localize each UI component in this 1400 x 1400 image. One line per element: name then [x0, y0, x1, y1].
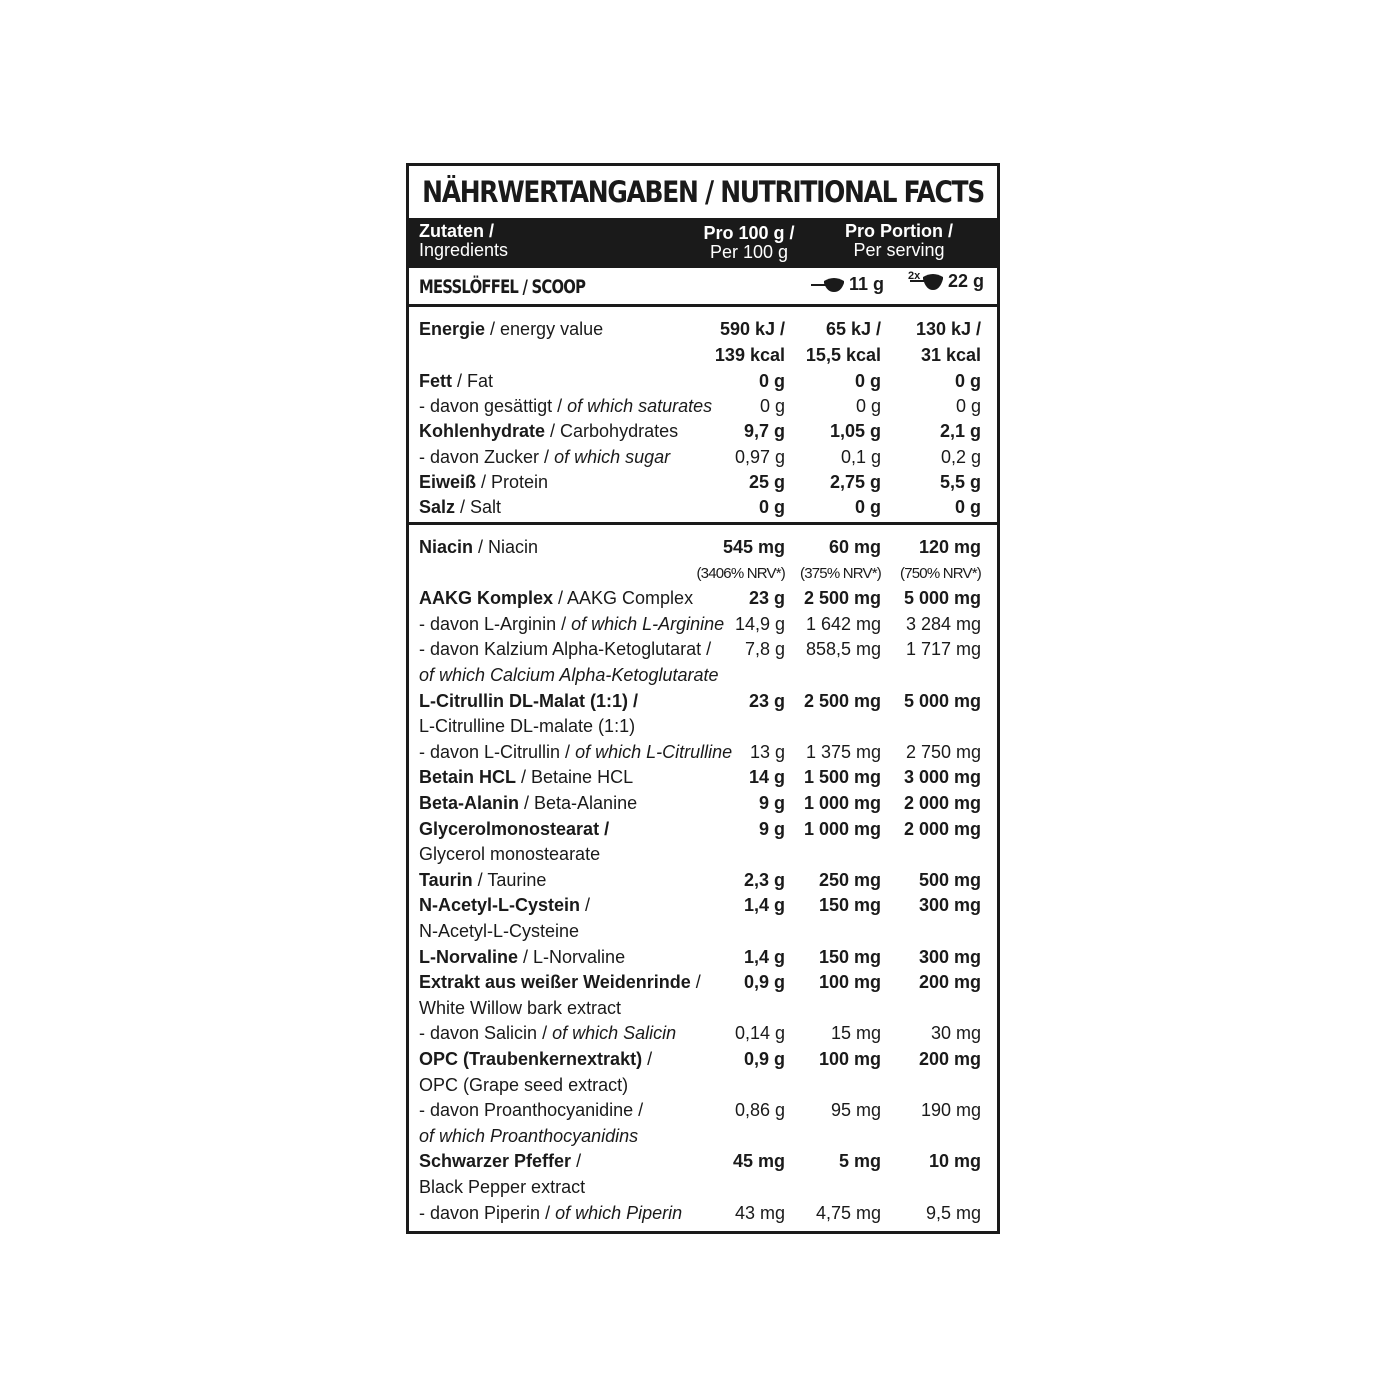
active-6-name-text: / Beta-Alanine [519, 793, 638, 813]
active-14-line2 [409, 1124, 997, 1149]
active-16-name-text: - davon Piperin / [419, 1202, 556, 1223]
active-14-row [409, 1098, 997, 1123]
active-14-value-3: 190 mg [920, 1100, 981, 1121]
active-16-name [419, 1201, 682, 1226]
niacin-name-text: / Niacin [473, 537, 539, 557]
energy-name-text: / energy value [485, 319, 604, 339]
active-13-value-2: 100 mg [818, 1049, 881, 1069]
macro-0-row [409, 369, 997, 394]
macro-1-name-text: - davon gesättigt / [419, 396, 568, 417]
active-3-name-line2: L-Citrulline DL-malate (1:1) [419, 716, 636, 737]
active-7-line2 [409, 842, 997, 867]
active-4-value-3: 2 750 mg [905, 741, 981, 762]
header-per-100g-de: Pro 100 g / [703, 223, 795, 243]
active-10-name-text: / L-Norvaline [518, 946, 626, 967]
active-10-value-3: 300 mg [918, 946, 981, 967]
active-11-name [419, 970, 701, 995]
active-9-row [409, 893, 997, 918]
active-11-row [409, 970, 997, 995]
active-13-value-1: 0,9 g [743, 1049, 785, 1069]
active-7-name-line2: Glycerol monostearate [419, 844, 601, 865]
active-16-name-italic: of which Piperin [555, 1202, 683, 1223]
scoop-double-prefix: 2x [908, 270, 921, 282]
active-11-name-bold: Extrakt aus weißer Weidenrinde [419, 972, 691, 993]
active-6-name [419, 791, 637, 816]
active-7-value-3: 2 000 mg [903, 818, 981, 839]
active-3-row [409, 689, 997, 714]
active-6-row [409, 791, 997, 816]
scoop-single-value: 11 g [849, 274, 885, 294]
active-13-name-bold: OPC (Traubenkernextrakt) [419, 1049, 643, 1069]
active-9-value-2: 150 mg [818, 895, 881, 916]
active-4-value-2: 1 375 mg [805, 741, 881, 762]
active-15-name-text: / [571, 1151, 582, 1172]
macro-3-name-text: - davon Zucker / [419, 446, 555, 467]
active-11-line2 [409, 996, 997, 1021]
macro-0-name-bold: Fett [419, 371, 452, 391]
active-14-name-text: - davon Proanthocyanidine / [419, 1100, 644, 1121]
active-11-value-1: 0,9 g [743, 972, 785, 993]
active-10-row [409, 945, 997, 970]
active-2-value-2: 858,5 mg [805, 639, 881, 660]
active-13-line2 [409, 1073, 997, 1098]
macro-5-value-1: 0 g [758, 497, 785, 517]
active-7-value-2: 1 000 mg [803, 818, 881, 839]
active-5-name-text: / Betaine HCL [516, 767, 634, 788]
macro-0-name [419, 369, 493, 394]
macro-5-value-3: 0 g [954, 497, 981, 517]
active-2-name-line2: of which Calcium Alpha-Ketoglutarate [419, 665, 719, 685]
active-14-value-1: 0,86 g [734, 1100, 785, 1121]
energy-name [419, 317, 603, 342]
scoop-double-value: 22 g [948, 270, 985, 291]
active-1-name-italic: of which L-Arginine [571, 613, 725, 634]
macro-2-name-text: / Carbohydrates [545, 421, 679, 442]
active-7-name-bold: Glycerolmonostearat / [419, 818, 610, 839]
macro-5-row [409, 495, 997, 520]
energy-kcal-value-3: 31 kcal [920, 345, 981, 365]
active-13-value-3: 200 mg [918, 1049, 981, 1069]
active-1-value-3: 3 284 mg [905, 613, 981, 634]
active-0-value-1: 23 g [748, 588, 785, 609]
niacin-name [419, 535, 538, 560]
energy-kcal-row [409, 343, 997, 368]
active-5-value-3: 3 000 mg [903, 767, 981, 788]
macro-1-row [409, 394, 997, 419]
active-5-value-1: 14 g [748, 767, 785, 788]
nutrition-label [406, 163, 1000, 1234]
energy-kcal-value-1: 139 kcal [714, 345, 785, 365]
macro-3-name-italic: of which sugar [554, 446, 671, 467]
macro-2-name-bold: Kohlenhydrate [419, 421, 546, 442]
macro-1-value-2: 0 g [855, 396, 881, 417]
active-0-name-bold: AAKG Komplex [419, 588, 554, 609]
active-16-value-3: 9,5 mg [925, 1202, 981, 1223]
active-5-row [409, 765, 997, 790]
macro-1-name-italic: of which saturates [567, 396, 713, 417]
macro-2-name [419, 419, 678, 444]
active-1-value-1: 14,9 g [734, 613, 785, 634]
niacin-value-2: 60 mg [828, 537, 881, 557]
active-3-value-3: 5 000 mg [903, 690, 981, 711]
active-10-value-1: 1,4 g [743, 946, 785, 967]
active-8-value-2: 250 mg [818, 869, 881, 890]
macro-0-value-2: 0 g [854, 371, 881, 391]
active-4-row [409, 740, 997, 765]
header-per-serving-de: Pro Portion / [845, 221, 953, 241]
active-4-name-italic: of which L-Citrulline [575, 741, 733, 762]
active-1-name [419, 612, 724, 637]
table-header [409, 218, 997, 268]
active-11-name-line2: White Willow bark extract [419, 997, 622, 1018]
active-11-name-text: / [690, 972, 701, 993]
energy-value-1: 590 kJ / [719, 319, 785, 339]
active-1-name-text: - davon L-Arginin / [419, 613, 572, 634]
active-8-name-bold: Taurin [419, 869, 473, 890]
active-11-value-2: 100 mg [818, 972, 881, 993]
macro-3-row [409, 445, 997, 470]
active-9-line2 [409, 919, 997, 944]
active-3-line2 [409, 714, 997, 739]
macro-4-name-text: / Protein [476, 471, 549, 492]
energy-name-bold: Energie [419, 319, 486, 339]
niacin-nrv-row [409, 561, 997, 586]
active-0-value-2: 2 500 mg [803, 588, 881, 609]
active-3-value-2: 2 500 mg [803, 690, 881, 711]
scoop-double [908, 270, 984, 292]
active-9-name-line2: N-Acetyl-L-Cysteine [419, 921, 580, 941]
niacin-value-3: 120 mg [918, 537, 981, 557]
label-title: NÄHRWERTANGABEN / NUTRITIONAL FACTS [422, 175, 984, 209]
macro-2-value-3: 2,1 g [939, 421, 981, 442]
active-1-row [409, 612, 997, 637]
active-13-row [409, 1047, 997, 1072]
active-12-name-text: - davon Salicin / [419, 1023, 553, 1044]
macro-4-row [409, 470, 997, 495]
active-2-value-3: 1 717 mg [905, 639, 981, 660]
macro-2-value-1: 9,7 g [743, 421, 785, 442]
active-1-value-2: 1 642 mg [805, 613, 881, 634]
active-10-name [419, 945, 625, 970]
active-4-name-text: - davon L-Citrullin / [419, 741, 576, 762]
active-0-row [409, 586, 997, 611]
macro-1-value-3: 0 g [955, 396, 981, 417]
active-12-row [409, 1021, 997, 1046]
macro-2-value-2: 1,05 g [829, 421, 881, 442]
macro-0-value-1: 0 g [758, 371, 785, 391]
macro-5-name-bold: Salz [419, 497, 456, 517]
active-15-value-3: 10 mg [928, 1151, 981, 1172]
macro-3-value-2: 0,1 g [840, 446, 881, 467]
active-3-name-bold: L-Citrullin DL-Malat (1:1) / [419, 690, 638, 711]
active-0-value-3: 5 000 mg [903, 588, 981, 609]
active-7-value-1: 9 g [758, 818, 785, 839]
energy-kcal-value-2: 15,5 kcal [805, 345, 881, 365]
active-10-value-2: 150 mg [818, 946, 881, 967]
active-15-name-bold: Schwarzer Pfeffer [419, 1151, 572, 1172]
active-9-name-bold: N-Acetyl-L-Cystein [419, 895, 581, 916]
active-2-row [409, 637, 997, 662]
niacin-name-bold: Niacin [419, 537, 474, 557]
active-2-name-text: - davon Kalzium Alpha-Ketoglutarat / [419, 639, 712, 660]
active-5-name-bold: Betain HCL [419, 767, 517, 788]
macro-4-name-bold: Eiweiß [419, 471, 477, 492]
active-6-value-3: 2 000 mg [903, 793, 981, 813]
header-ingredients-de: Zutaten / [419, 221, 494, 241]
header-per-100g-en: Per 100 g [709, 242, 789, 262]
active-7-row [409, 817, 997, 842]
active-15-value-2: 5 mg [838, 1151, 881, 1172]
macro-4-name [419, 470, 548, 495]
active-11-value-3: 200 mg [918, 972, 981, 993]
active-5-value-2: 1 500 mg [803, 767, 881, 788]
niacin-nrv-value-1: (3406% NRV*) [696, 564, 785, 582]
active-0-name-text: / AAKG Complex [553, 588, 694, 609]
active-12-value-2: 15 mg [830, 1023, 881, 1044]
header-per-serving-en: Per serving [853, 240, 945, 260]
active-14-value-2: 95 mg [830, 1100, 881, 1121]
active-3-value-1: 23 g [748, 690, 785, 711]
header-per-100g [699, 224, 799, 262]
active-12-name [419, 1021, 676, 1046]
macro-3-value-1: 0,97 g [734, 446, 785, 467]
active-9-name-text: / [580, 895, 591, 916]
scoop-label: MESSLÖFFEL / SCOOP [419, 276, 586, 298]
active-5-name [419, 765, 633, 790]
active-8-value-3: 500 mg [918, 869, 981, 890]
active-8-value-1: 2,3 g [743, 869, 785, 890]
active-12-name-italic: of which Salicin [552, 1023, 677, 1044]
macro-0-name-text: / Fat [452, 371, 494, 391]
macro-4-value-2: 2,75 g [829, 471, 881, 492]
niacin-row [409, 535, 997, 560]
active-2-value-1: 7,8 g [744, 639, 785, 660]
header-ingredients-en: Ingredients [419, 240, 509, 260]
scoop-row [409, 268, 997, 307]
macros-section [409, 307, 997, 525]
active-7-name [419, 817, 609, 842]
active-9-name [419, 893, 590, 918]
active-15-row [409, 1149, 997, 1174]
macro-2-row [409, 419, 997, 444]
active-9-value-1: 1,4 g [743, 895, 785, 916]
active-10-name-bold: L-Norvaline [419, 946, 519, 967]
scoop-single [811, 274, 884, 295]
macro-5-value-2: 0 g [854, 497, 881, 517]
active-4-name [419, 740, 732, 765]
active-3-name [419, 689, 638, 714]
active-8-name-text: / Taurine [472, 869, 547, 890]
niacin-value-1: 545 mg [722, 537, 785, 557]
active-13-name-text: / [642, 1049, 653, 1069]
macro-4-value-3: 5,5 g [939, 471, 981, 492]
scoop-icon [811, 277, 845, 293]
niacin-nrv-value-3: (750% NRV*) [900, 564, 981, 582]
header-ingredients [419, 222, 508, 260]
active-8-row [409, 868, 997, 893]
active-0-name [419, 586, 693, 611]
energy-row [409, 317, 997, 342]
active-13-name [419, 1047, 652, 1072]
active-16-row [409, 1201, 997, 1226]
active-6-value-1: 9 g [758, 793, 785, 813]
active-14-name-line2: of which Proanthocyanidins [419, 1125, 639, 1146]
active-2-line2 [409, 663, 997, 688]
niacin-nrv-value-2: (375% NRV*) [800, 564, 881, 582]
active-16-value-1: 43 mg [734, 1202, 785, 1223]
macro-3-name [419, 445, 670, 470]
macro-1-value-1: 0 g [759, 396, 785, 417]
macro-5-name-text: / Salt [455, 497, 502, 517]
active-6-value-2: 1 000 mg [803, 793, 881, 813]
energy-value-2: 65 kJ / [825, 319, 881, 339]
macro-3-value-3: 0,2 g [940, 446, 981, 467]
active-15-value-1: 45 mg [732, 1151, 785, 1172]
macro-4-value-1: 25 g [748, 471, 785, 492]
active-2-name [419, 637, 711, 662]
active-12-value-1: 0,14 g [734, 1023, 785, 1044]
active-15-line2 [409, 1175, 997, 1200]
active-15-name [419, 1149, 581, 1174]
active-12-value-3: 30 mg [930, 1023, 981, 1044]
active-8-name [419, 868, 546, 893]
macro-0-value-3: 0 g [954, 371, 981, 391]
header-per-serving [829, 222, 969, 260]
active-6-name-bold: Beta-Alanin [419, 793, 520, 813]
active-13-name-line2: OPC (Grape seed extract) [419, 1074, 629, 1095]
macro-5-name [419, 495, 501, 520]
active-16-value-2: 4,75 mg [815, 1202, 881, 1223]
active-4-value-1: 13 g [749, 741, 785, 762]
macro-1-name [419, 394, 712, 419]
energy-value-3: 130 kJ / [915, 319, 981, 339]
active-9-value-3: 300 mg [918, 895, 981, 916]
active-15-name-line2: Black Pepper extract [419, 1177, 586, 1197]
active-14-name [419, 1098, 643, 1123]
